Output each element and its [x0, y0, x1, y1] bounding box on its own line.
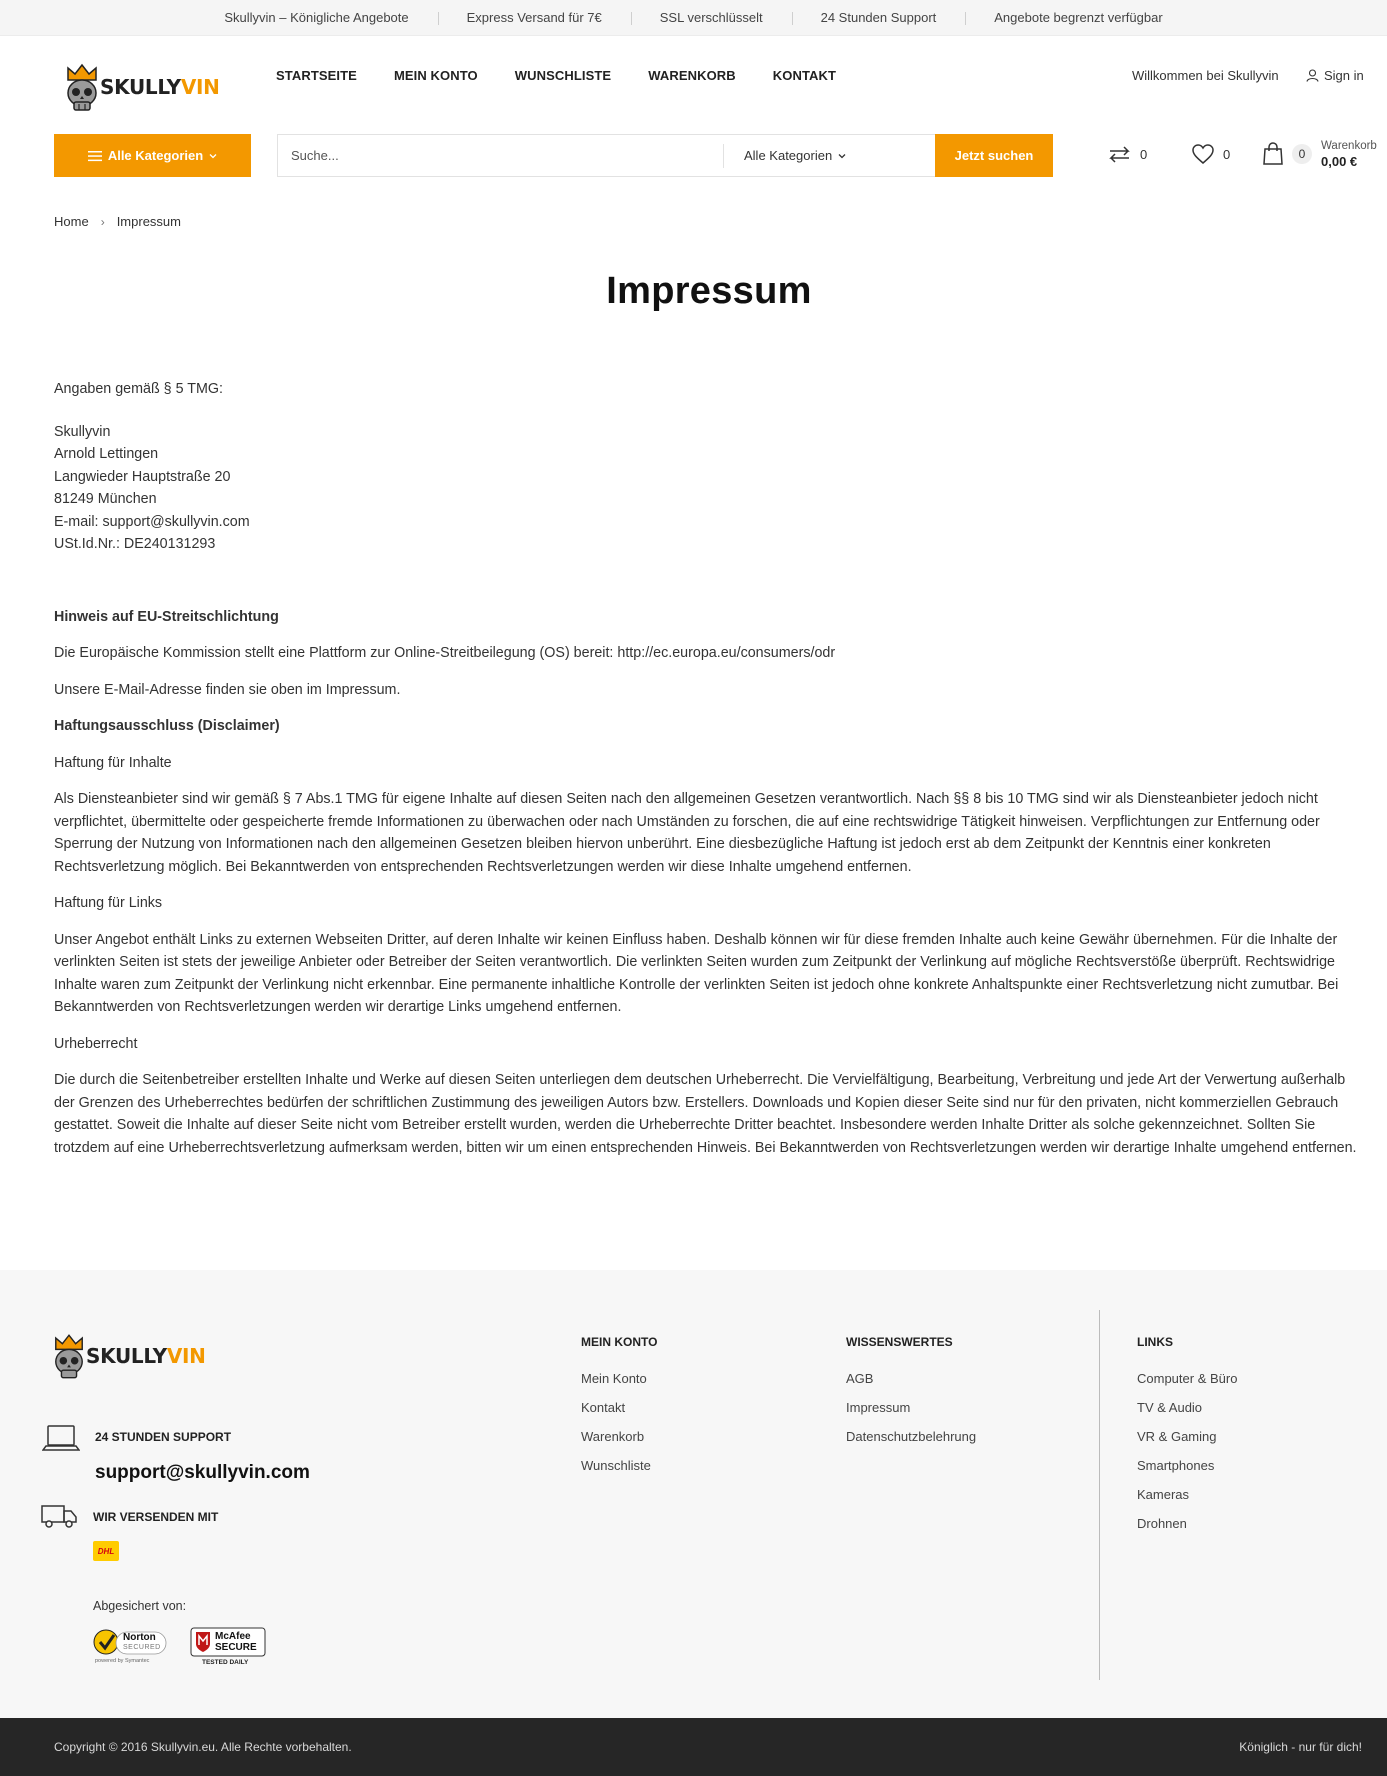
compare-count: 0 — [1140, 146, 1148, 162]
tagline-text: Königlich - nur für dich! — [1239, 1740, 1362, 1754]
address-vat-id: USt.Id.Nr.: DE240131293 — [54, 536, 216, 552]
nav-warenkorb[interactable]: WARENKORB — [648, 68, 736, 83]
support-email[interactable]: support@skullyvin.com — [95, 1462, 310, 1483]
shipping-title: WIR VERSENDEN MIT — [93, 1510, 219, 1524]
copyright-text: Copyright © 2016 Skullyvin.eu. Alle Rechte vorbehalten. — [54, 1740, 352, 1754]
shopping-bag-icon — [1262, 142, 1284, 166]
nav-wunschliste[interactable]: WUNSCHLISTE — [514, 68, 612, 83]
nav-mein-konto[interactable]: MEIN KONTO — [393, 68, 478, 83]
intro-text: Angaben gemäß § 5 TMG: — [54, 381, 224, 397]
cart-label: Warenkorb — [1321, 140, 1377, 152]
all-categories-label: Alle Kategorien — [107, 148, 204, 163]
footer-column-mein-konto — [581, 1335, 657, 1487]
norton-secured-badge — [92, 1626, 170, 1673]
compare-arrows-icon — [1107, 143, 1132, 165]
all-categories-button[interactable] — [54, 134, 251, 177]
search-submit-button[interactable]: Jetzt suchen — [935, 134, 1053, 177]
search-category-select[interactable] — [723, 144, 935, 168]
wishlist-button[interactable] — [1191, 143, 1230, 165]
logo-text-part1: SKULLY — [86, 1344, 167, 1368]
search-category-value: Alle Kategorien — [744, 148, 833, 163]
section-text: Als Diensteanbieter sind wir gemäß § 7 Abs.1 TMG für eigene Inhalte auf diesen Seiten nach den allgemeinen Gesetzen verantwortlich. Nach §§ 8 bis 10 TMG sind wir als Diensteanbieter jedoch nicht verpflichtet, übermittelte oder gespeicherte fremde Informationen zu überwachen oder nach Umständen zu forschen, die auf eine rechtswidrige Tätigkeit hinweisen. Verpflichtungen zur Entfernung oder Sperrung der Nutzung von Informationen nach den allgemeinen Gesetzen bleiben hiervon unberührt. Eine diesbezügliche Haftung ist jedoch erst ab dem Zeitpunkt der Kenntnis einer konkreten Rechtsverletzung möglich. Bei Bekanntwerden von entsprechenden Rechtsverletzungen werden wir diese Inhalte umgehend entfernen. — [54, 791, 1320, 875]
footer-link[interactable]: Warenkorb — [581, 1429, 645, 1444]
cart-button[interactable] — [1262, 142, 1312, 166]
search-bar — [277, 134, 1053, 177]
page-title: Impressum — [606, 270, 812, 312]
address-line: 81249 München — [54, 491, 157, 507]
support-title: 24 STUNDEN SUPPORT — [95, 1430, 232, 1444]
company-address — [54, 421, 1366, 556]
address-line: Langwieder Hauptstraße 20 — [54, 468, 231, 485]
section-subheading: Urheberrecht — [54, 1035, 138, 1052]
sign-in-link[interactable] — [1306, 68, 1364, 83]
top-info-bar — [0, 0, 1387, 36]
footer-column-wissenswertes — [846, 1335, 976, 1458]
section-text: Die Europäische Kommission stellt eine Plattform zur Online-Streitbeilegung (OS) bereit: http://ec.europa.eu/consumers/odr — [54, 645, 836, 661]
logo-wordmark — [100, 75, 220, 99]
section-text: Unser Angebot enthält Links zu externen Webseiten Dritter, auf deren Inhalte wir keinen Einfluss haben. Deshalb können wir für diese fremden Inhalte auch keine Gewähr übernehmen. Für die Inhalte der verlinkten Seiten ist stets der jeweilige Anbieter oder Betreiber der Seiten verantwortlich. Die verlinkten Seiten wurden zum Zeitpunkt der Verlinkung auf mögliche Rechtsverstöße überprüft. Rechtswidrige Inhalte waren zum Zeitpunkt der Verlinkung nicht erkennbar. Eine permanente inhaltliche Kontrolle der verlinkten Seiten ist jedoch ohne konkrete Anhaltspunkte einer Rechtsverletzung nicht zumutbar. Bei Bekanntwerden von Rechtsverletzungen werden wir derartige Links umgehend entfernen. — [54, 931, 1339, 1015]
topbar-item: Express Versand für 7€ — [438, 0, 631, 36]
wishlist-count: 0 — [1223, 146, 1231, 162]
footer-column-title: WISSENSWERTES — [846, 1335, 953, 1349]
address-email: E-mail: support@skullyvin.com — [54, 513, 250, 530]
sign-in-label: Sign in — [1324, 68, 1364, 83]
section-heading: Haftungsausschluss (Disclaimer) — [54, 718, 280, 734]
footer-link[interactable]: VR & Gaming — [1137, 1429, 1217, 1444]
logo-text-part2: VIN — [166, 1344, 206, 1368]
footer-link[interactable]: Computer & Büro — [1137, 1371, 1238, 1386]
section-subheading: Haftung für Inhalte — [54, 754, 172, 771]
site-logo[interactable] — [64, 62, 220, 112]
address-line: Arnold Lettingen — [54, 446, 159, 462]
section-text: Unsere E-Mail-Adresse finden sie oben im Impressum. — [54, 681, 401, 698]
main-navigation — [276, 68, 873, 83]
mcafee-sub: SECURE — [215, 1642, 257, 1653]
logo-text-part2: VIN — [180, 75, 220, 99]
topbar-item: SSL verschlüsselt — [631, 0, 792, 36]
footer-link[interactable]: TV & Audio — [1137, 1400, 1203, 1415]
compare-button[interactable] — [1107, 143, 1147, 165]
copyright-bar — [0, 1718, 1387, 1776]
norton-powered: powered by Symantec — [95, 1658, 150, 1664]
footer-logo-wordmark — [86, 1344, 206, 1368]
address-line: Skullyvin — [54, 423, 111, 440]
footer-link[interactable]: Drohnen — [1137, 1516, 1187, 1531]
dhl-logo: DHL — [93, 1541, 119, 1561]
truck-icon — [40, 1502, 78, 1535]
section-heading: Hinweis auf EU-Streitschlichtung — [54, 608, 279, 625]
nav-kontakt[interactable]: KONTAKT — [772, 68, 837, 83]
breadcrumb-separator: › — [100, 214, 105, 229]
norton-name: Norton — [123, 1632, 156, 1643]
topbar-item: 24 Stunden Support — [792, 0, 966, 36]
footer-link[interactable]: AGB — [846, 1371, 874, 1386]
skull-crown-icon — [52, 1332, 86, 1380]
heart-icon — [1191, 143, 1215, 165]
topbar-item: Angebote begrenzt verfügbar — [965, 0, 1191, 36]
secured-by-label: Abgesichert von: — [93, 1599, 187, 1613]
topbar-item: Skullyvin – Königliche Angebote — [224, 9, 409, 25]
footer-column-links — [1137, 1335, 1237, 1545]
footer-column-title: LINKS — [1137, 1335, 1173, 1349]
norton-sub: SECURED — [123, 1644, 161, 1651]
logo-text-part1: SKULLY — [100, 75, 181, 99]
mcafee-tested: TESTED DAILY — [202, 1659, 249, 1666]
breadcrumb-current: Impressum — [116, 214, 181, 229]
skull-crown-icon — [64, 62, 100, 112]
footer-link[interactable]: Wunschliste — [581, 1458, 651, 1473]
mcafee-name: McAfee — [215, 1631, 251, 1642]
search-input[interactable] — [278, 135, 723, 176]
section-text: Die durch die Seitenbetreiber erstellten Inhalte und Werke auf diesen Seiten unterliegen dem deutschen Urheberrecht. Die Vervielfältigung, Bearbeitung, Verbreitung und jede Art der Verwertung außerhalb der Grenzen des Urheberrechtes bedürfen der schriftlichen Zustimmung des jeweiligen Autors bzw. Erstellers. Downloads und Kopien dieser Seite sind nur für den privaten, nicht kommerziellen Gebrauch gestattet. Soweit die Inhalte auf dieser Seite nicht vom Betreiber erstellt wurden, werden die Urheberrechte Dritter beachtet. Insbesondere werden Inhalte Dritter als solche gekennzeichnet. Sollten Sie trotzdem auf eine Urheberrechtsverletzung aufmerksam werden, bitten wir um einen entsprechenden Hinweis. Bei Bekanntwerden von Rechtsverletzungen werden wir derartige Inhalte umgehend entfernen. — [54, 1072, 1357, 1156]
impressum-content — [54, 378, 1366, 1173]
mcafee-secure-badge — [190, 1627, 266, 1674]
footer-link[interactable]: Kontakt — [581, 1400, 626, 1415]
breadcrumb-home[interactable]: Home — [54, 214, 89, 229]
footer-column-title: MEIN KONTO — [581, 1335, 658, 1349]
menu-icon — [88, 150, 102, 162]
footer-logo[interactable] — [52, 1332, 206, 1380]
chevron-down-icon — [838, 153, 846, 159]
footer-link[interactable]: Datenschutzbelehrung — [846, 1429, 977, 1444]
cart-count: 0 — [1292, 144, 1312, 164]
laptop-icon — [42, 1424, 80, 1459]
footer-divider — [1099, 1310, 1100, 1680]
welcome-text: Willkommen bei Skullyvin — [1132, 68, 1279, 83]
footer-link[interactable]: Impressum — [846, 1400, 911, 1415]
footer-link[interactable]: Kameras — [1137, 1487, 1190, 1502]
nav-startseite[interactable]: STARTSEITE — [276, 68, 357, 83]
cart-total: 0,00 € — [1321, 154, 1358, 169]
chevron-down-icon — [209, 153, 217, 159]
section-subheading: Haftung für Links — [54, 895, 163, 911]
user-icon — [1306, 69, 1319, 82]
breadcrumb — [54, 214, 181, 229]
footer-link[interactable]: Smartphones — [1137, 1458, 1215, 1473]
footer-link[interactable]: Mein Konto — [581, 1371, 647, 1386]
